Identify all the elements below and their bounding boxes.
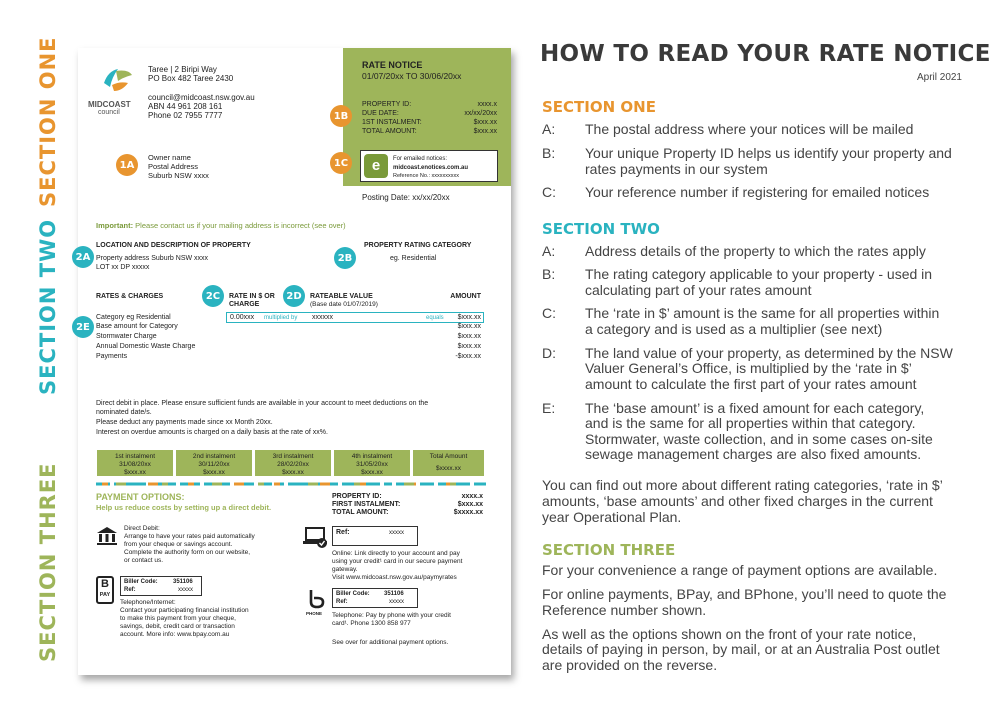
direct-debit-4: Complete the authority form on our website, bbox=[124, 549, 251, 556]
summary-value-property-id: xxxx.x bbox=[477, 101, 497, 108]
rate-notice-title: RATE NOTICE bbox=[362, 60, 423, 70]
rateable-heading-1: RATEABLE VALUE bbox=[310, 293, 373, 300]
bpay-logo-b: B bbox=[101, 578, 109, 590]
s2-b-letter: B: bbox=[542, 266, 556, 282]
charge-amount-4: -$xxx.xx bbox=[455, 353, 481, 360]
badge-2c: 2C bbox=[202, 285, 224, 307]
enotice-line2: midcoast.enotices.com.au bbox=[393, 165, 469, 171]
instalment-4-date: 31/05/20xx bbox=[356, 461, 388, 468]
s2-b-text-1: The rating category applicable to your property - used in bbox=[585, 266, 933, 282]
pay-summary-label-1: PROPERTY ID: bbox=[332, 493, 382, 500]
s2-d-text-1: The land value of your property, as determined by the NSW bbox=[585, 345, 953, 361]
s3-para-2-line-1: For online payments, BPay, and BPhone, you’ll need to quote the bbox=[542, 586, 947, 602]
see-over-note: See over for additional payment options. bbox=[332, 639, 449, 646]
page-title: HOW TO READ YOUR RATE NOTICE bbox=[540, 41, 991, 67]
instalment-total-label: Total Amount bbox=[429, 453, 468, 460]
instalment-4-amount: $xxx.xx bbox=[361, 469, 383, 476]
rate-calc-mult: multiplied by bbox=[264, 315, 298, 321]
rate-notice-document bbox=[75, 48, 511, 675]
location-heading: LOCATION AND DESCRIPTION OF PROPERTY bbox=[96, 242, 251, 249]
instalment-2-label: 2nd instalment bbox=[192, 453, 236, 460]
rate-notice-period: 01/07/20xx TO 30/06/20xx bbox=[362, 71, 462, 81]
enotice-icon: e bbox=[364, 154, 388, 178]
bpay-text-3: to make this payment from your cheque, bbox=[120, 615, 236, 622]
instalment-1-label: 1st instalment bbox=[114, 453, 156, 460]
s2-a-text: Address details of the property to which the rates apply bbox=[585, 243, 926, 259]
s2-footer-3: year Operational Plan. bbox=[542, 509, 682, 525]
s2-d-text-3: amount to calculate the first part of your rates amount bbox=[585, 376, 917, 392]
s2-footer-1: You can find out more about different rating categories, ‘rate in $’ bbox=[542, 477, 943, 493]
badge-1a: 1A bbox=[116, 154, 138, 176]
s1-c-text: Your reference number if registering for emailed notices bbox=[585, 184, 930, 200]
charge-amount-3: $xxx.xx bbox=[457, 343, 481, 350]
badge-2a: 2A bbox=[72, 246, 94, 268]
s2-d-letter: D: bbox=[542, 345, 556, 361]
online-text-2: using your credit¹ card in our secure payment bbox=[332, 558, 463, 565]
badge-2e: 2E bbox=[72, 316, 94, 338]
location-line-1: Property address Suburb NSW xxxx bbox=[96, 255, 209, 262]
badge-2d: 2D bbox=[283, 285, 305, 307]
bphone-ref-label: Ref: bbox=[336, 599, 348, 605]
midcoast-logo-icon bbox=[98, 65, 134, 95]
charge-line-5: Payments bbox=[96, 353, 128, 360]
instalment-3-label: 3rd instalment bbox=[272, 453, 314, 460]
council-abn: ABN 44 961 208 161 bbox=[148, 102, 223, 111]
instalment-2-amount: $xxx.xx bbox=[203, 469, 225, 476]
charge-line-4: Annual Domestic Waste Charge bbox=[96, 343, 196, 350]
side-label-section-one: SECTION ONE bbox=[36, 36, 60, 207]
amount-heading: AMOUNT bbox=[450, 293, 481, 300]
page-date: April 2021 bbox=[916, 72, 962, 83]
bpay-text-2: Contact your participating financial institution bbox=[120, 607, 249, 614]
owner-name: Owner name bbox=[148, 153, 191, 162]
direct-debit-5: or contact us. bbox=[124, 557, 164, 564]
location-line-2: LOT xx DP xxxxx bbox=[96, 264, 150, 271]
bpay-logo-pay: PAY bbox=[99, 592, 111, 598]
summary-label-due-date: DUE DATE: bbox=[362, 110, 399, 117]
important-note bbox=[96, 222, 346, 230]
badge-2b: 2B bbox=[334, 247, 356, 269]
section-three-heading: SECTION THREE bbox=[542, 541, 676, 559]
summary-value-1st-instalment: $xxx.xx bbox=[473, 119, 497, 126]
instalment-total bbox=[412, 449, 485, 477]
instalment-total-amount: $xxxx.xx bbox=[436, 465, 461, 472]
online-text-3: gateway. bbox=[332, 566, 358, 573]
s2-b-text-2: calculating part of your rates amount bbox=[585, 282, 812, 298]
charge-line-1: Category eg Residential bbox=[96, 314, 171, 321]
payment-subtitle: Help us reduce costs by setting up a direct debit. bbox=[96, 503, 272, 512]
bpay-text-1: Telephone/Internet: bbox=[120, 599, 176, 606]
bpay-logo-icon bbox=[96, 576, 114, 604]
s3-para-2-line-2: Reference number shown. bbox=[542, 602, 707, 618]
pay-summary-value-1: xxxx.x bbox=[461, 493, 483, 500]
s1-c-letter: C: bbox=[542, 184, 556, 200]
pay-summary-value-3: $xxxx.xx bbox=[453, 509, 483, 516]
enotice-line3: Reference No.: xxxxxxxxxx bbox=[393, 173, 460, 179]
pay-summary-label-2: FIRST INSTALMENT: bbox=[332, 501, 401, 508]
s1-a-text: The postal address where your notices will be mailed bbox=[585, 121, 914, 137]
charge-line-2: Base amount for Category bbox=[96, 323, 178, 330]
council-address-1: Taree | 2 Biripi Way bbox=[148, 65, 217, 74]
online-ref-value: xxxxx bbox=[389, 530, 404, 536]
pay-summary-label-3: TOTAL AMOUNT: bbox=[332, 509, 389, 516]
s3-para-3-line-1: As well as the options shown on the front of your rate notice, bbox=[542, 626, 917, 642]
rate-notice-panel bbox=[343, 48, 511, 186]
bpay-biller-value: 351106 bbox=[173, 579, 193, 585]
pay-summary-value-2: $xxx.xx bbox=[457, 501, 483, 508]
council-address-2: PO Box 482 Taree 2430 bbox=[148, 74, 234, 83]
summary-label-property-id: PROPERTY ID: bbox=[362, 101, 412, 108]
direct-debit-3: from your cheque or savings account. bbox=[124, 541, 233, 548]
charge-line-3: Stormwater Charge bbox=[96, 333, 157, 340]
badge-1b: 1B bbox=[330, 105, 352, 127]
note-line-4: Interest on overdue amounts is charged on a daily basis at the rate of xx%. bbox=[96, 429, 328, 436]
s2-e-text-1: The ‘base amount’ is a fixed amount for each category, bbox=[585, 400, 925, 416]
owner-postal: Postal Address bbox=[148, 162, 199, 171]
s3-para-1: For your convenience a range of payment options are available. bbox=[542, 562, 938, 578]
bpay-ref-label: Ref: bbox=[124, 587, 136, 593]
side-label-section-three: SECTION THREE bbox=[36, 462, 60, 662]
rateable-heading-2: (Base date 01/07/2019) bbox=[310, 301, 378, 308]
decorative-divider bbox=[96, 480, 486, 488]
s2-c-text-1: The ‘rate in $’ amount is the same for all properties within bbox=[585, 305, 940, 321]
summary-value-due-date: xx/xx/20xx bbox=[464, 110, 497, 117]
s2-e-text-2: and is the same for all properties within that category. bbox=[585, 415, 916, 431]
s3-para-3-line-3: are provided on the reverse. bbox=[542, 657, 718, 673]
council-email: council@midcoast.nsw.gov.au bbox=[148, 93, 255, 102]
s2-footer-2: amounts, ‘base amounts’ and other fixed charges in the current bbox=[542, 493, 933, 509]
online-text-4: Visit www.midcoast.nsw.gov.au/paymyrates bbox=[332, 574, 457, 581]
instalment-2 bbox=[175, 449, 253, 477]
rate-calc-equals: equals bbox=[426, 315, 444, 321]
charge-amount-1: $xxx.xx bbox=[457, 323, 481, 330]
online-ref-label: Ref: bbox=[336, 529, 350, 536]
charge-amount-2: $xxx.xx bbox=[457, 333, 481, 340]
bpay-text-4: savings, debit, credit card or transaction bbox=[120, 623, 235, 630]
s2-d-text-2: Valuer General’s Office, is multiplied by the ‘rate in $’ bbox=[585, 360, 912, 376]
instalment-3 bbox=[254, 449, 332, 477]
s2-e-text-4: sewage management charges are also fixed amounts. bbox=[585, 446, 922, 462]
bpay-ref-value: xxxxx bbox=[178, 587, 193, 593]
side-label-section-two: SECTION TWO bbox=[36, 218, 60, 395]
instalment-1-amount: $xxx.xx bbox=[124, 469, 146, 476]
posting-date: Posting Date: xx/xx/20xx bbox=[362, 193, 450, 202]
s2-c-letter: C: bbox=[542, 305, 556, 321]
summary-value-total: $xxx.xx bbox=[473, 128, 497, 135]
instalment-3-date: 28/02/20xx bbox=[277, 461, 309, 468]
bphone-text-1: Telephone: Pay by phone with your credit bbox=[332, 612, 451, 619]
rate-calc-amount: $xxx.xx bbox=[457, 314, 481, 321]
important-text: Please contact us if your mailing address is incorrect (see over) bbox=[133, 221, 346, 230]
logo-name: MIDCOAST bbox=[88, 100, 131, 109]
s2-a-letter: A: bbox=[542, 243, 556, 259]
laptop-icon bbox=[303, 526, 329, 550]
note-line-2: nominated date/s. bbox=[96, 409, 152, 416]
badge-1c: 1C bbox=[330, 152, 352, 174]
summary-label-1st-instalment: 1ST INSTALMENT: bbox=[362, 119, 422, 126]
bphone-ref-value: xxxxx bbox=[389, 599, 404, 605]
s2-c-text-2: a category and is used as a multiplier (see next) bbox=[585, 321, 883, 337]
bphone-text-2: card¹. Phone 1300 858 977 bbox=[332, 620, 411, 627]
enotice-box bbox=[360, 150, 498, 182]
note-line-3: Please deduct any payments made since xx Month 20xx. bbox=[96, 419, 273, 426]
rate-heading-2: CHARGE bbox=[229, 301, 260, 308]
bphone-logo-text: PHONE bbox=[306, 611, 323, 616]
owner-suburb: Suburb NSW xxxx bbox=[148, 171, 209, 180]
s3-para-3-line-2: details of paying in person, by mail, or at an Australia Post outlet bbox=[542, 641, 940, 657]
council-phone: Phone 02 7955 7777 bbox=[148, 111, 223, 120]
enotice-line1: For emailed notices: bbox=[393, 156, 448, 162]
rate-calc-rate: 0.00xxx bbox=[230, 314, 255, 321]
direct-debit-2: Arrange to have your rates paid automatically bbox=[124, 533, 255, 540]
category-value: eg. Residential bbox=[390, 255, 437, 262]
s1-b-text-2: rates payments in our system bbox=[585, 161, 768, 177]
direct-debit-1: Direct Debit: bbox=[124, 525, 160, 532]
section-two-heading: SECTION TWO bbox=[542, 220, 660, 238]
instalment-3-amount: $xxx.xx bbox=[282, 469, 304, 476]
note-line-1: Direct debit in place. Please ensure sufficient funds are available in your account to meet deductions on the bbox=[96, 400, 429, 407]
bphone-biller-value: 351106 bbox=[384, 591, 404, 597]
important-label: Important: bbox=[96, 221, 134, 230]
online-text-1: Online: Link directly to your account and pay bbox=[332, 550, 460, 557]
bpay-text-5: account. More info: www.bpay.com.au bbox=[120, 631, 230, 638]
category-heading: PROPERTY RATING CATEGORY bbox=[364, 242, 472, 249]
instalment-4 bbox=[333, 449, 411, 477]
instalment-1 bbox=[96, 449, 174, 477]
instalment-4-label: 4th instalment bbox=[351, 453, 393, 460]
logo-sub: council bbox=[98, 109, 120, 116]
summary-label-total: TOTAL AMOUNT: bbox=[362, 128, 417, 135]
instalment-2-date: 30/11/20xx bbox=[198, 461, 230, 468]
bank-icon bbox=[96, 526, 118, 546]
payment-title: PAYMENT OPTIONS: bbox=[96, 492, 185, 502]
s2-e-letter: E: bbox=[542, 400, 556, 416]
charges-heading: RATES & CHARGES bbox=[96, 293, 164, 300]
s1-b-text-1: Your unique Property ID helps us identify your property and bbox=[585, 145, 952, 161]
instalment-1-date: 31/08/20xx bbox=[119, 461, 151, 468]
bphone-biller-label: Biller Code: bbox=[336, 591, 370, 597]
bphone-logo-icon bbox=[306, 588, 328, 612]
rate-calc-value: xxxxxx bbox=[312, 314, 333, 321]
s1-b-letter: B: bbox=[542, 145, 556, 161]
s2-e-text-3: Stormwater, waste collection, and in some cases on-site bbox=[585, 431, 933, 447]
s1-a-letter: A: bbox=[542, 121, 556, 137]
bpay-biller-label: Biller Code: bbox=[124, 579, 158, 585]
section-one-heading: SECTION ONE bbox=[542, 98, 656, 116]
rate-heading-1: RATE IN $ OR bbox=[229, 293, 275, 300]
